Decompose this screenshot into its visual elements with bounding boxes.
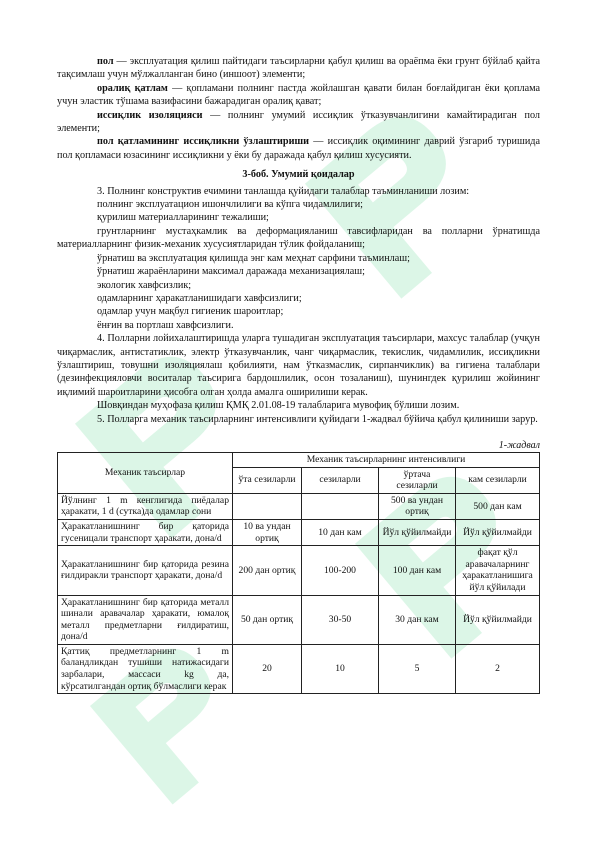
definition-text: — қопламани полнинг пастда жойлашган қавати билан боғлайдиган ёки қоплама учун эластик тўшама вазифасини бажарадиган оралиқ қават;	[57, 82, 540, 108]
row-label: Қаттиқ предметларнинг 1 m баландликдан тушиши натижасидаги зарбалари, массаси kg да, кўрсатилгандан ортиқ бўлмаслиги керак	[58, 644, 233, 693]
cell-very-significant: 50 дан ортиқ	[233, 595, 302, 644]
cell-moderate: Йўл қўйилмайди	[379, 519, 456, 545]
definition-heat-absorption	[57, 135, 540, 162]
table-row	[58, 644, 540, 693]
definition-term: пол қатламининг иссиқликни ўзлаштириши	[97, 136, 309, 148]
definition-term: оралиқ қатлам	[97, 82, 168, 94]
table-row	[58, 519, 540, 545]
subheader-significant: сезиларли	[302, 467, 379, 493]
row-label: Ҳаракатланишнинг бир қаторида резина ғилдиракли транспорт ҳаракати, дона/d	[58, 546, 233, 595]
mechanical-impacts-table	[57, 452, 540, 694]
cell-very-significant	[233, 493, 302, 519]
row-label: Ҳаракатланишнинг бир қаторида металл шинали аравачалар ҳаракати, юмалоқ металл предметларни ғилдиратиш, дона/d	[58, 595, 233, 644]
cell-moderate: 5	[379, 644, 456, 693]
requirement-item: ўрнатиш ва эксплуатация қилишда энг кам меҳнат сарфини таъминлаш;	[97, 252, 410, 264]
definition-term: иссиқлик изоляцияси	[97, 109, 203, 121]
requirement-item: одамларнинг ҳаракатланишидаги хавфсизлиги;	[97, 292, 302, 304]
cell-significant	[302, 493, 379, 519]
table-header-row	[58, 452, 540, 467]
requirement-item: одамлар учун мақбул гигиеник шароитлар;	[97, 306, 284, 318]
cell-very-significant: 10 ва ундан ортиқ	[233, 519, 302, 545]
row-label: Ҳаракатланишнинг бир қаторида гусеницали транспорт ҳаракати, дона/d	[58, 519, 233, 545]
item-5-paragraph: 5. Полларга механик таъсирларнинг интенсивлиги қуйидаги 1-жадвал бўйича қабул қилиниши зарур.	[97, 413, 538, 425]
definition-text: — эксплуатация қилиш пайтидаги таъсирларни қабул қилиш ва ораёпма ёки грунт бўйлаб қайта тақсимлаш учун мўлжалланган бино (иншоот) элементи;	[57, 56, 540, 81]
definition-interlayer	[57, 82, 540, 109]
cell-low: Йўл қўйилмайди	[456, 519, 540, 545]
noise-protection-line: Шовқиндан муҳофаза қилиш ҚМҚ 2.01.08-19 талабларига мувофиқ бўлиши лозим.	[97, 400, 460, 412]
cell-low: 500 дан кам	[456, 493, 540, 519]
cell-moderate: 100 дан кам	[379, 546, 456, 595]
definition-text: — иссиқлик оқимининг даврий ўзгариб туришида пол қопламаси юзасининг иссиқликни у ёки бу даражада қабул қилиш хусусияти.	[57, 136, 540, 161]
cell-moderate: 30 дан кам	[379, 595, 456, 644]
definition-text: — полнинг умумий иссиқлик ўтказувчанлигини камайтирадиган пол элементи;	[57, 109, 540, 135]
cell-significant: 10	[302, 644, 379, 693]
cell-moderate: 500 ва ундан ортиқ	[379, 493, 456, 519]
table-row	[58, 595, 540, 644]
definition-thermal-insulation	[57, 109, 540, 136]
requirement-item: грунтларнинг мустаҳкамлик ва деформацияланиш тавсифларидан ва полларни ўрнатишда материалларнинг физик-механик хусусиятларидан тўлик фойдаланиш;	[57, 225, 540, 251]
row-label: Йўлнинг 1 m кенглигида пиёдалар ҳаракати, 1 d (сутка)да одамлар сони	[58, 493, 233, 519]
requirement-item: экологик хавфсизлик;	[97, 279, 192, 291]
subheader-low: кам сезиларли	[456, 467, 540, 493]
cell-low: фақат қўл аравачаларнинг ҳаракатланишига йўл қўйилади	[456, 546, 540, 595]
item-3-intro: 3. Полнинг конструктив ечимини танлашда қуйидаги талаблар таъминланиши лозим:	[97, 185, 470, 197]
requirement-item: ёнғин ва портлаш хавфсизлиги.	[97, 319, 234, 331]
cell-very-significant: 200 дан ортиқ	[233, 546, 302, 595]
cell-low: Йўл қўйилмайди	[456, 595, 540, 644]
subheader-very-significant: ўта сезиларли	[233, 467, 302, 493]
definition-floor	[57, 55, 540, 82]
requirement-item: ўрнатиш жараёнларини максимал даражада механизациялаш;	[97, 266, 365, 278]
cell-significant: 30-50	[302, 595, 379, 644]
table-row	[58, 493, 540, 519]
cell-significant: 100-200	[302, 546, 379, 595]
cell-very-significant: 20	[233, 644, 302, 693]
requirement-item: полнинг эксплуатацион ишончлилиги ва кўпга чидамлилиги;	[97, 199, 363, 211]
document-page	[57, 55, 540, 694]
subheader-moderate: ўртача сезиларли	[379, 467, 456, 493]
definition-term: пол	[97, 56, 114, 67]
table-caption: 1-жадвал	[498, 439, 540, 451]
column-header-intensity: Механик таъсирларнинг интенсивлиги	[233, 452, 540, 467]
chapter-title: 3-боб. Умумий қоидалар	[242, 169, 355, 181]
cell-low: 2	[456, 644, 540, 693]
requirement-item: қурилиш материалларининг тежалиши;	[97, 212, 269, 224]
cell-significant: 10 дан кам	[302, 519, 379, 545]
item-4-paragraph: 4. Полларни лойихалаштиришда уларга тушадиган эксплуатация таъсирлари, махсус талаблар (учқун чиқармаслик, антистатиклик, электр ўтказувчанлик, чанг чиқармаслик, текислик, чидамлилик, иссиқликни ўзлаштириш, товушни изоляциялаш қобилияти, нам ўтказмаслик, сирпанчиклик) ва гигиена талаблари (дезинфекцияловчи воситалар таъсирига бардошлилик, осон тозаланиш), шунингдек қурилиш жойининг иқлимий шароитларини ҳисобга олган ҳолда амалга оширилиши керак.	[57, 333, 540, 398]
table-row	[58, 546, 540, 595]
column-header-impacts: Механик таъсирлар	[58, 452, 233, 493]
